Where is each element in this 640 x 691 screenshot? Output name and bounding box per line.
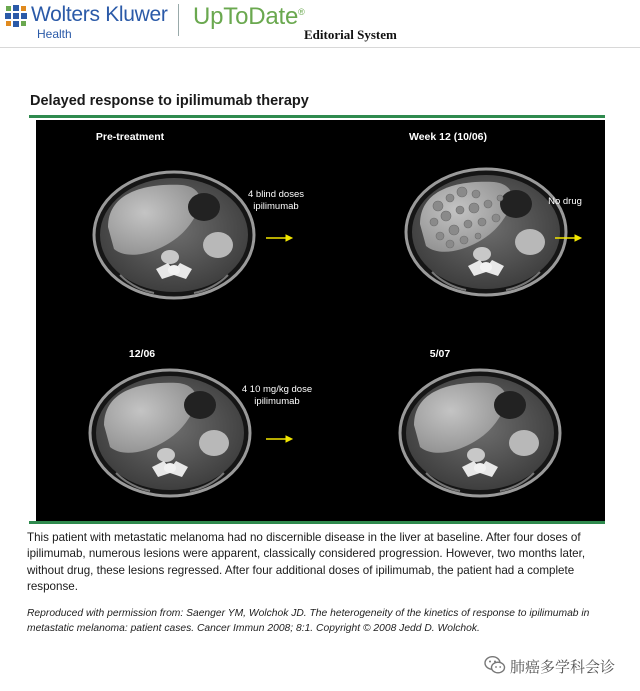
annotation-no-drug: No drug [548, 196, 582, 207]
wolters-kluwer-logo-icon [4, 4, 28, 28]
annotation-ipilimumab-1: ipilimumab [253, 201, 299, 212]
figure-caption: This patient with metastatic melanoma had no discernible disease in the liver at baseline. After four doses of ipilimumab, numerous lesions were apparent, classically considered progression. However, two months later, without drug, these lesions regressed. After four additional doses of ipilimumab, the patient had a complete response. [27, 531, 586, 593]
watermark [484, 654, 634, 678]
brand-name: Wolters Kluwer [31, 3, 168, 26]
ct-panels [36, 120, 605, 521]
panel-label-week-12: Week 12 (10/06) [408, 131, 488, 143]
product-name [193, 3, 305, 31]
annotation-blind-doses: 4 blind doses [248, 189, 304, 200]
watermark-text: 肺癌多学科会诊 [510, 659, 616, 676]
ct-5-07 [400, 370, 560, 496]
annotation-ipilimumab-2: ipilimumab [254, 396, 300, 407]
header [0, 0, 640, 48]
ct-week-12 [406, 169, 566, 295]
figure-title: Delayed response to ipilimumab therapy [30, 93, 309, 109]
arrow-icon [266, 235, 292, 241]
ct-figure [36, 120, 605, 521]
ct-pre-treatment [94, 172, 254, 298]
arrow-icon [266, 436, 292, 442]
product-name-text: UpToDate [193, 3, 299, 30]
registered-mark: ® [298, 7, 305, 17]
annotation-10mg-dose: 4 10 mg/kg dose [241, 384, 313, 395]
wechat-icon [484, 655, 506, 675]
ct-12-06 [90, 370, 250, 496]
brand-sub: Health [37, 27, 72, 41]
figure-top-rule [29, 115, 605, 118]
header-rule [0, 47, 640, 48]
panel-label-12-06: 12/06 [128, 348, 156, 360]
figure-credit: Reproduced with permission from: Saenger YM, Wolchok JD. The heterogeneity of the kinetics of response to ipilimumab in metastatic melanoma: patient cases. Cancer Immun 2008; 8:1. Copyright © 2008 Jedd D. Wolchok. [27, 608, 590, 635]
system-name: Editorial System [304, 27, 397, 42]
panel-label-5-07: 5/07 [429, 348, 451, 360]
panel-label-pre-treatment: Pre-treatment [95, 131, 165, 143]
figure-bottom-rule [29, 521, 605, 524]
header-divider [178, 4, 179, 36]
